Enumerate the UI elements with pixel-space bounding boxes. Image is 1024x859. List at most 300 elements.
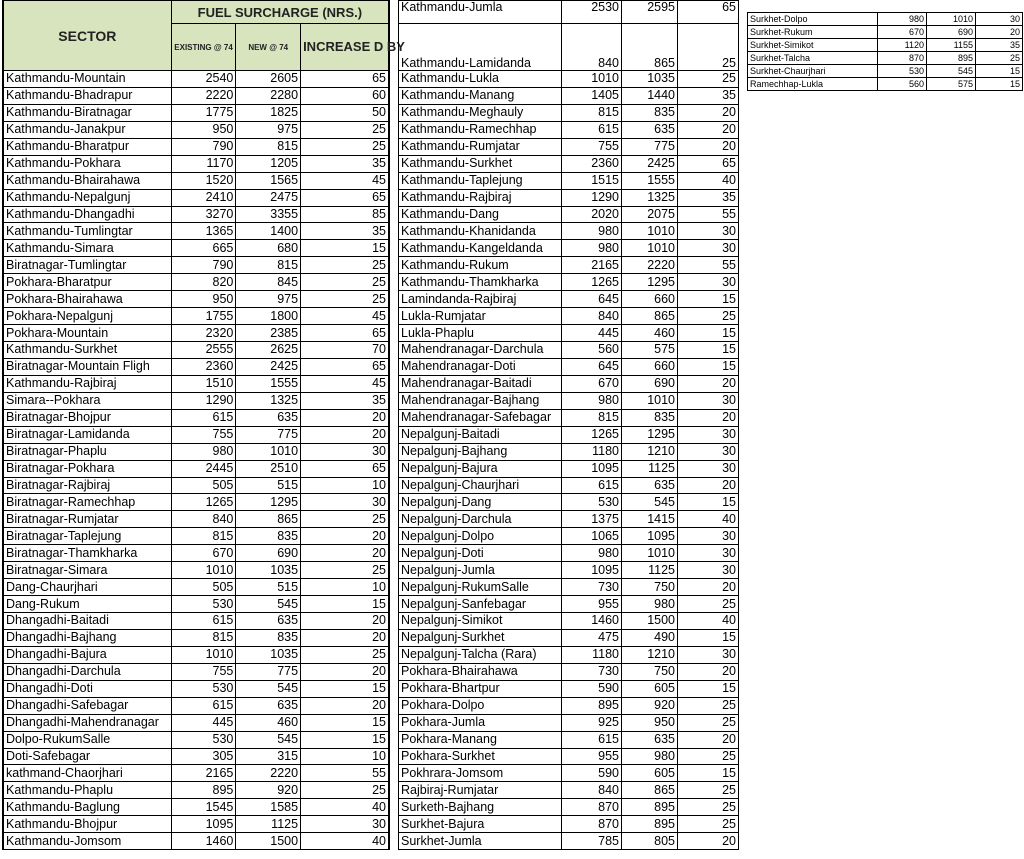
increase-cell: 15 [678, 358, 739, 375]
increase-cell: 15 [678, 494, 739, 511]
new-cell: 865 [622, 782, 678, 799]
new-cell: 680 [236, 240, 301, 257]
existing-cell: 870 [562, 816, 622, 833]
sector-cell: Lukla-Rumjatar [399, 308, 562, 325]
existing-cell: 2320 [171, 325, 236, 342]
table-row [3, 646, 389, 663]
table-row [399, 511, 739, 528]
existing-cell: 840 [562, 24, 622, 71]
sector-cell: Kathmandu-Ramechhap [399, 121, 562, 138]
new-cell: 835 [622, 409, 678, 426]
table-row [399, 528, 739, 545]
sector-cell: Ramechhap-Lukla [748, 78, 878, 91]
increase-cell: 45 [301, 375, 389, 392]
increase-cell: 25 [301, 257, 389, 274]
increase-cell: 25 [678, 816, 739, 833]
increase-cell: 25 [678, 24, 739, 71]
new-cell: 660 [622, 358, 678, 375]
sector-cell: Pokhrara-Jomsom [399, 765, 562, 782]
increase-cell: 20 [678, 138, 739, 155]
sector-cell: Pokhara-Jumla [399, 714, 562, 731]
table-row [3, 274, 389, 291]
table-row [399, 325, 739, 342]
table-row [399, 494, 739, 511]
table-row [3, 629, 389, 646]
existing-cell: 1290 [562, 189, 622, 206]
sector-cell: Kathmandu-Janakpur [3, 121, 171, 138]
existing-cell: 615 [171, 409, 236, 426]
sector-cell: Nepalgunj-Darchula [399, 511, 562, 528]
increase-cell: 85 [301, 206, 389, 223]
table-row [399, 172, 739, 189]
increase-cell: 15 [301, 731, 389, 748]
table-row [399, 71, 739, 88]
table-row [3, 579, 389, 596]
existing-cell: 1460 [562, 613, 622, 630]
sector-cell: Mahendranagar-Darchula [399, 342, 562, 359]
table-row [748, 26, 1023, 39]
table-row [399, 782, 739, 799]
existing-cell: 840 [562, 782, 622, 799]
sector-cell: Biratnagar-Phaplu [3, 443, 171, 460]
increase-cell: 20 [678, 663, 739, 680]
existing-cell: 505 [171, 477, 236, 494]
increase-cell: 40 [301, 833, 389, 850]
new-cell: 1205 [236, 155, 301, 172]
table-row [399, 545, 739, 562]
increase-cell: 30 [301, 443, 389, 460]
sector-cell: Mahendranagar-Safebagar [399, 409, 562, 426]
existing-cell: 785 [562, 833, 622, 850]
new-cell: 575 [927, 78, 976, 91]
new-cell: 2425 [622, 155, 678, 172]
existing-cell: 2530 [562, 1, 622, 24]
sector-cell: Pokhara-Mountain [3, 325, 171, 342]
new-cell: 750 [622, 579, 678, 596]
table-row [399, 731, 739, 748]
table-row [399, 426, 739, 443]
table-row [399, 680, 739, 697]
sector-cell: Surkhet-Rukum [748, 26, 878, 39]
increase-cell: 20 [301, 426, 389, 443]
existing-cell: 530 [171, 731, 236, 748]
increase-cell: 40 [678, 613, 739, 630]
new-cell: 1400 [236, 223, 301, 240]
increase-cell: 65 [301, 189, 389, 206]
existing-cell: 615 [171, 697, 236, 714]
existing-cell: 1010 [562, 71, 622, 88]
table-row [3, 511, 389, 528]
existing-cell: 1515 [562, 172, 622, 189]
sector-cell: Pokhara-Dolpo [399, 697, 562, 714]
existing-cell: 670 [878, 26, 927, 39]
increase-cell: 35 [678, 189, 739, 206]
existing-cell: 2445 [171, 460, 236, 477]
new-cell: 920 [622, 697, 678, 714]
table-row [399, 240, 739, 257]
new-cell: 815 [236, 257, 301, 274]
new-cell: 2280 [236, 87, 301, 104]
existing-cell: 815 [171, 528, 236, 545]
table-row [3, 342, 389, 359]
increase-cell: 35 [301, 223, 389, 240]
new-cell: 975 [236, 121, 301, 138]
increase-cell: 40 [301, 799, 389, 816]
sector-cell: Surkhet-Talcha [748, 52, 878, 65]
increase-cell: 20 [301, 697, 389, 714]
sector-cell: Kathmandu-Dang [399, 206, 562, 223]
increase-cell: 25 [301, 511, 389, 528]
new-cell: 1010 [622, 392, 678, 409]
increase-cell: 20 [678, 731, 739, 748]
table-row [399, 189, 739, 206]
existing-cell: 1460 [171, 833, 236, 850]
existing-cell: 1290 [171, 392, 236, 409]
existing-cell: 1755 [171, 308, 236, 325]
new-cell: 1415 [622, 511, 678, 528]
table-row [399, 138, 739, 155]
new-cell: 775 [236, 426, 301, 443]
existing-cell: 1065 [562, 528, 622, 545]
increase-cell: 30 [678, 223, 739, 240]
existing-cell: 755 [171, 426, 236, 443]
existing-cell: 590 [562, 765, 622, 782]
table-header [3, 1, 405, 71]
increase-cell: 15 [976, 65, 1023, 78]
sector-cell: Dang-Chaurjhari [3, 579, 171, 596]
table-row [748, 65, 1023, 78]
increase-cell: 55 [301, 765, 389, 782]
existing-cell: 820 [171, 274, 236, 291]
existing-cell: 1365 [171, 223, 236, 240]
increase-cell: 15 [301, 714, 389, 731]
existing-cell: 815 [562, 104, 622, 121]
table-row [3, 816, 389, 833]
existing-cell: 615 [562, 477, 622, 494]
existing-cell: 615 [171, 613, 236, 630]
sector-cell: Kathmandu-Khanidanda [399, 223, 562, 240]
sector-cell: Biratnagar-Lamidanda [3, 426, 171, 443]
increase-cell: 20 [301, 629, 389, 646]
increase-cell: 70 [301, 342, 389, 359]
new-cell: 2475 [236, 189, 301, 206]
new-cell: 845 [236, 274, 301, 291]
new-cell: 545 [927, 65, 976, 78]
sector-cell: Kathmandu-Kangeldanda [399, 240, 562, 257]
existing-cell: 305 [171, 748, 236, 765]
table-row [399, 799, 739, 816]
new-cell: 545 [236, 680, 301, 697]
table-row [399, 596, 739, 613]
new-cell: 1035 [236, 562, 301, 579]
sector-cell: Dang-Rukum [3, 596, 171, 613]
increase-cell: 25 [976, 52, 1023, 65]
existing-cell: 445 [171, 714, 236, 731]
increase-cell: 45 [301, 308, 389, 325]
table-row [399, 342, 739, 359]
table-row [3, 782, 389, 799]
existing-cell: 1265 [171, 494, 236, 511]
table-body-middle [399, 1, 739, 850]
table-row [3, 799, 389, 816]
sector-cell: Nepalgunj-Talcha (Rara) [399, 646, 562, 663]
new-cell: 2220 [236, 765, 301, 782]
existing-cell: 615 [562, 121, 622, 138]
sector-cell: Nepalgunj-Bajhang [399, 443, 562, 460]
table-row [3, 663, 389, 680]
table-row [3, 545, 389, 562]
sector-cell: Kathmandu-Lukla [399, 71, 562, 88]
sector-cell: Mahendranagar-Bajhang [399, 392, 562, 409]
table-row [3, 528, 389, 545]
new-cell: 2220 [622, 257, 678, 274]
increase-cell: 20 [678, 477, 739, 494]
sector-cell: Biratnagar-Taplejung [3, 528, 171, 545]
existing-cell: 730 [562, 663, 622, 680]
sector-cell: Nepalgunj-Sanfebagar [399, 596, 562, 613]
sector-cell: Biratnagar-Mountain Fligh [3, 358, 171, 375]
existing-cell: 980 [562, 240, 622, 257]
sector-cell: Kathmandu-Rukum [399, 257, 562, 274]
new-cell: 805 [622, 833, 678, 850]
increase-cell: 65 [678, 1, 739, 24]
increase-cell: 25 [301, 782, 389, 799]
increase-cell: 25 [678, 782, 739, 799]
sector-cell: Surkhet-Jumla [399, 833, 562, 850]
existing-cell: 840 [171, 511, 236, 528]
table-row [3, 562, 389, 579]
increase-cell: 60 [301, 87, 389, 104]
new-cell: 1440 [622, 87, 678, 104]
increase-cell: 50 [301, 104, 389, 121]
existing-cell: 1375 [562, 511, 622, 528]
increase-cell: 45 [301, 172, 389, 189]
sector-cell: Lukla-Phaplu [399, 325, 562, 342]
existing-cell: 1265 [562, 274, 622, 291]
new-cell: 1325 [236, 392, 301, 409]
sector-cell: Pokhara-Bhairahawa [3, 291, 171, 308]
new-cell: 950 [622, 714, 678, 731]
increase-cell: 25 [678, 714, 739, 731]
sector-header: SECTOR [3, 1, 171, 71]
sector-cell: Dolpo-RukumSalle [3, 731, 171, 748]
existing-cell: 895 [171, 782, 236, 799]
increase-cell: 25 [678, 748, 739, 765]
table-row [399, 274, 739, 291]
sector-cell: Nepalgunj-Dolpo [399, 528, 562, 545]
new-cell: 635 [622, 121, 678, 138]
existing-cell: 730 [562, 579, 622, 596]
table-row [3, 833, 389, 850]
new-cell: 1295 [236, 494, 301, 511]
existing-cell: 1010 [171, 646, 236, 663]
sector-cell: Nepalgunj-Jumla [399, 562, 562, 579]
new-cell: 660 [622, 291, 678, 308]
new-cell: 835 [236, 629, 301, 646]
increase-cell: 30 [678, 443, 739, 460]
sector-cell: Surkhet-Bajura [399, 816, 562, 833]
existing-cell: 2020 [562, 206, 622, 223]
table-row [399, 579, 739, 596]
increase-cell: 35 [301, 392, 389, 409]
existing-cell: 980 [562, 223, 622, 240]
sector-cell: kathmand-Chaorjhari [3, 765, 171, 782]
new-cell: 1800 [236, 308, 301, 325]
increase-cell: 20 [976, 26, 1023, 39]
sector-cell: Kathmandu-Phaplu [3, 782, 171, 799]
fuel-surcharge-table-middle [398, 0, 739, 850]
existing-cell: 645 [562, 291, 622, 308]
table-row [399, 392, 739, 409]
increase-cell: 30 [678, 528, 739, 545]
sector-cell: Kathmandu-Jumla [399, 1, 562, 24]
increase-cell: 65 [301, 460, 389, 477]
existing-cell: 670 [171, 545, 236, 562]
new-cell: 980 [622, 596, 678, 613]
sector-cell: Dhangadhi-Bajura [3, 646, 171, 663]
increase-cell: 65 [678, 155, 739, 172]
existing-cell: 870 [562, 799, 622, 816]
increase-cell: 35 [301, 155, 389, 172]
existing-cell: 1120 [878, 39, 927, 52]
increase-cell: 15 [301, 680, 389, 697]
sector-cell: Kathmandu-Bhojpur [3, 816, 171, 833]
increase-cell: 25 [678, 596, 739, 613]
sector-cell: Nepalgunj-Surkhet [399, 629, 562, 646]
sector-cell: Lamindanda-Rajbiraj [399, 291, 562, 308]
increase-cell: 30 [678, 240, 739, 257]
new-cell: 835 [236, 528, 301, 545]
existing-cell: 2220 [171, 87, 236, 104]
increase-cell: 55 [678, 257, 739, 274]
sector-cell: Nepalgunj-Baitadi [399, 426, 562, 443]
table-row [3, 596, 389, 613]
increase-cell: 10 [301, 477, 389, 494]
existing-cell: 1095 [562, 562, 622, 579]
new-cell: 865 [622, 24, 678, 71]
sector-cell: Kathmandu-Simara [3, 240, 171, 257]
sector-cell: Kathmandu-Rajbiraj [399, 189, 562, 206]
new-cell: 1585 [236, 799, 301, 816]
table-row [3, 121, 389, 138]
increase-cell: 25 [678, 308, 739, 325]
table-row [748, 39, 1023, 52]
table-row [399, 714, 739, 731]
table-row [3, 71, 389, 88]
new-cell: 865 [236, 511, 301, 528]
table-row [399, 765, 739, 782]
sector-cell: Surketh-Bajhang [399, 799, 562, 816]
new-cell: 895 [927, 52, 976, 65]
increase-cell: 25 [301, 274, 389, 291]
sector-cell: Kathmandu-Lamidanda [399, 24, 562, 71]
new-cell: 515 [236, 477, 301, 494]
new-cell: 1555 [622, 172, 678, 189]
increase-cell: 30 [976, 13, 1023, 26]
existing-cell: 840 [562, 308, 622, 325]
new-cell: 2625 [236, 342, 301, 359]
new-cell: 1010 [927, 13, 976, 26]
table-row [399, 460, 739, 477]
increase-cell: 30 [678, 562, 739, 579]
sector-cell: Nepalgunj-Bajura [399, 460, 562, 477]
existing-cell: 1180 [562, 443, 622, 460]
increase-cell: 15 [678, 629, 739, 646]
table-row [3, 392, 389, 409]
existing-cell: 925 [562, 714, 622, 731]
sector-cell: Kathmandu-Surkhet [3, 342, 171, 359]
new-cell: 575 [622, 342, 678, 359]
table-row [399, 1, 739, 24]
table-row [3, 240, 389, 257]
table-row [3, 426, 389, 443]
sector-cell: Dhangadhi-Darchula [3, 663, 171, 680]
new-cell: 1500 [622, 613, 678, 630]
table-body-right [748, 13, 1023, 91]
existing-cell: 560 [878, 78, 927, 91]
table-row [399, 104, 739, 121]
increase-cell: 30 [678, 460, 739, 477]
increase-cell: 40 [678, 511, 739, 528]
new-cell: 1125 [622, 460, 678, 477]
table-row [399, 257, 739, 274]
new-cell: 1010 [622, 223, 678, 240]
existing-cell: 475 [562, 629, 622, 646]
existing-cell: 505 [171, 579, 236, 596]
table-row [3, 375, 389, 392]
sector-cell: Kathmandu-Rumjatar [399, 138, 562, 155]
existing-cell: 980 [878, 13, 927, 26]
sector-cell: Pokhara-Surkhet [399, 748, 562, 765]
new-cell: 3355 [236, 206, 301, 223]
new-cell: 980 [622, 748, 678, 765]
increase-cell: 20 [678, 579, 739, 596]
sector-cell: Kathmandu-Mountain [3, 71, 171, 88]
table-row [3, 138, 389, 155]
existing-cell: 955 [562, 596, 622, 613]
sector-cell: Nepalgunj-Chaurjhari [399, 477, 562, 494]
existing-cell: 530 [878, 65, 927, 78]
new-cell: 775 [622, 138, 678, 155]
existing-cell: 895 [562, 697, 622, 714]
table-row [399, 629, 739, 646]
sector-cell: Pokhara-Nepalgunj [3, 308, 171, 325]
increase-cell: 20 [678, 833, 739, 850]
increase-cell: 15 [678, 342, 739, 359]
sector-cell: Kathmandu-Tumlingtar [3, 223, 171, 240]
new-cell: 2595 [622, 1, 678, 24]
existing-cell: 1010 [171, 562, 236, 579]
increase-cell: 10 [301, 748, 389, 765]
sector-cell: Doti-Safebagar [3, 748, 171, 765]
new-cell: 515 [236, 579, 301, 596]
sector-cell: Dhangadhi-Safebagar [3, 697, 171, 714]
sector-cell: Kathmandu-Dhangadhi [3, 206, 171, 223]
sector-cell: Mahendranagar-Baitadi [399, 375, 562, 392]
table-row [3, 494, 389, 511]
table-row [399, 697, 739, 714]
sector-cell: Biratnagar-Ramechhap [3, 494, 171, 511]
existing-cell: 530 [171, 596, 236, 613]
increase-cell: 20 [678, 104, 739, 121]
new-cell: 1035 [622, 71, 678, 88]
new-cell: 690 [236, 545, 301, 562]
new-cell: 1125 [622, 562, 678, 579]
increase-cell: 30 [678, 426, 739, 443]
existing-cell: 755 [562, 138, 622, 155]
table-body-left [3, 71, 389, 850]
existing-cell: 1095 [171, 816, 236, 833]
